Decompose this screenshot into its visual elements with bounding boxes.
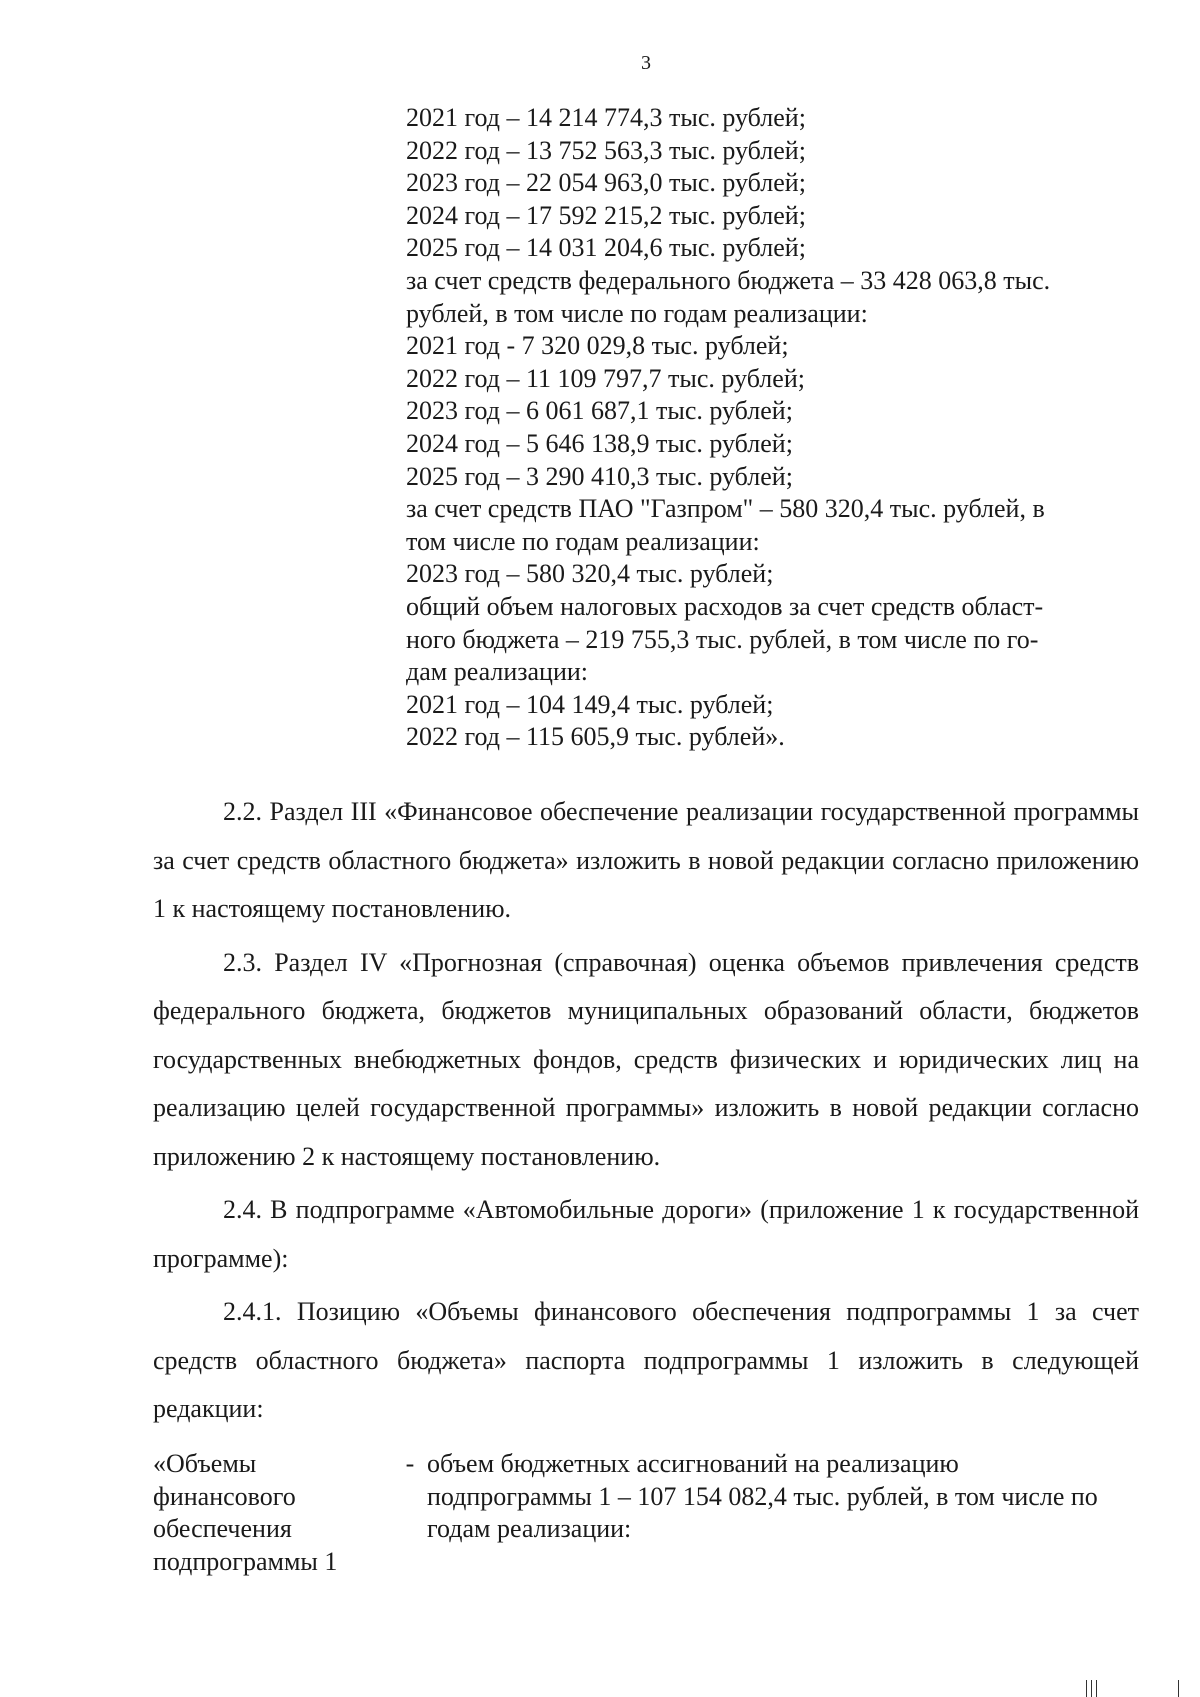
funding-line: 2022 год – 11 109 797,7 тыс. рублей;	[406, 363, 805, 393]
paragraph-2-4: 2.4. В подпрограмме «Автомобильные дороги» (приложение 1 к государственной программе):	[153, 1195, 1139, 1273]
funding-line: 2021 год - 7 320 029,8 тыс. рублей;	[406, 331, 789, 361]
scan-artifact	[1096, 1680, 1097, 1697]
funding-line: 2021 год – 104 149,4 тыс. рублей;	[406, 689, 774, 719]
passport-row-value: объем бюджетных ассигнований на реализацию подпрограммы 1 – 107 154 082,4 тыс. рублей, в том числе по годам реализации:	[427, 1449, 1098, 1543]
funding-line: за счет средств федерального бюджета – 33 428 063,8 тыс.	[406, 265, 1051, 295]
scan-artifact	[1086, 1680, 1087, 1697]
scan-artifact	[1091, 1680, 1092, 1697]
funding-line: 2023 год – 6 061 687,1 тыс. рублей;	[406, 396, 793, 426]
funding-line: 2025 год – 14 031 204,6 тыс. рублей;	[406, 233, 806, 263]
funding-line: дам реализации:	[406, 657, 589, 687]
funding-by-year-list	[406, 102, 1106, 754]
funding-line: 2022 год – 115 605,9 тыс. рублей».	[406, 722, 785, 752]
funding-line: том числе по годам реализации:	[406, 526, 760, 556]
passport-row-dash: -	[405, 1449, 415, 1478]
funding-line: за счет средств ПАО "Газпром" – 580 320,4 тыс. рублей, в	[406, 494, 1045, 524]
subprogram-passport-table	[153, 1448, 1113, 1578]
passport-row-label: «Объемы финансового обеспечения подпрограммы 1	[153, 1449, 338, 1576]
funding-line: 2024 год – 5 646 138,9 тыс. рублей;	[406, 428, 793, 458]
table-row	[153, 1448, 1113, 1578]
funding-line: общий объем налоговых расходов за счет средств област-	[406, 591, 1044, 621]
scan-artifact	[1178, 1680, 1179, 1697]
funding-line: 2024 год – 17 592 215,2 тыс. рублей;	[406, 200, 806, 230]
page-number: 3	[641, 52, 651, 74]
funding-line: 2022 год – 13 752 563,3 тыс. рублей;	[406, 135, 806, 165]
paragraph-2-4-1: 2.4.1. Позицию «Объемы финансового обеспечения подпрограммы 1 за счет средств областного бюджета» паспорта подпрограммы 1 изложить в следующей редакции:	[153, 1297, 1139, 1423]
funding-line: 2023 год – 580 320,4 тыс. рублей;	[406, 559, 774, 589]
paragraph-2-2: 2.2. Раздел III «Финансовое обеспечение реализации государственной программы за счет средств областного бюджета» изложить в новой редакции согласно приложению 1 к настоящему постановлению.	[153, 797, 1139, 923]
funding-line: 2025 год – 3 290 410,3 тыс. рублей;	[406, 461, 793, 491]
funding-line: 2021 год – 14 214 774,3 тыс. рублей;	[406, 103, 806, 132]
paragraph-2-3: 2.3. Раздел IV «Прогнозная (справочная) оценка объемов привлечения средств федерального бюджета, бюджетов муниципальных образований области, бюджетов государственных внебюджетных фондов, средств физических и юридических лиц на реализацию целей государственной программы» изложить в новой редакции согласно приложению 2 к настоящему постановлению.	[153, 947, 1139, 1171]
funding-line: ного бюджета – 219 755,3 тыс. рублей, в том числе по го-	[406, 624, 1039, 654]
funding-line: 2023 год – 22 054 963,0 тыс. рублей;	[406, 168, 806, 198]
funding-line: рублей, в том числе по годам реализации:	[406, 298, 868, 328]
document-body	[153, 788, 1139, 1434]
